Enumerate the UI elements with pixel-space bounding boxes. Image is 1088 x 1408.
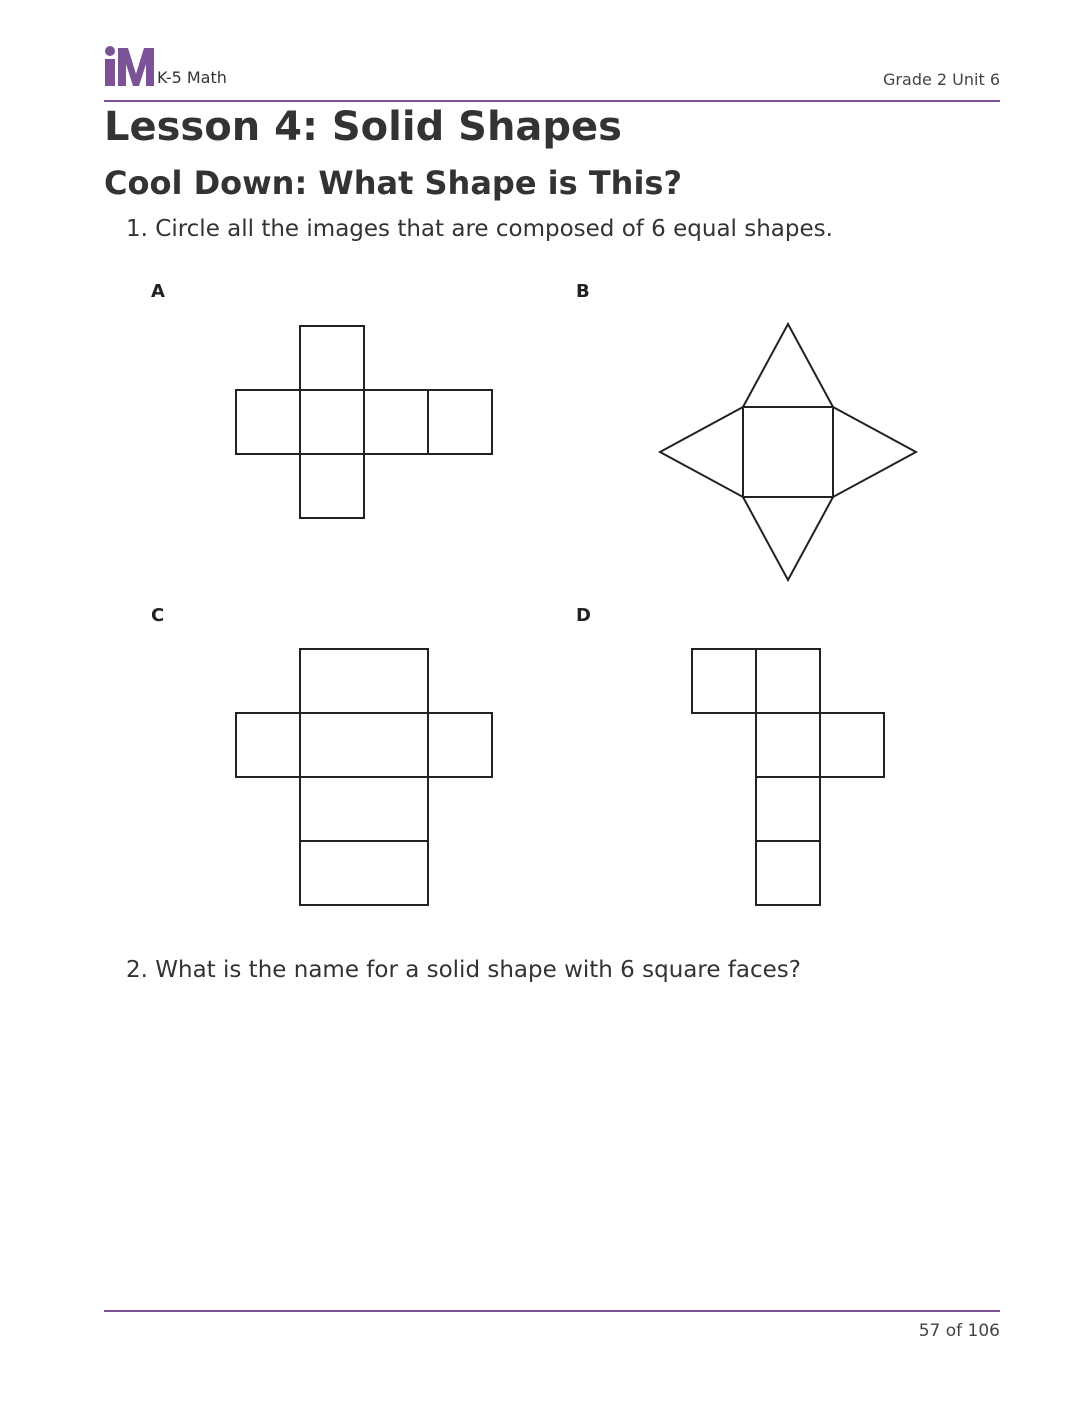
option-a-label: A: [151, 281, 165, 302]
figure-b-pyramid-net[interactable]: [660, 324, 916, 580]
lesson-title: Lesson 4: Solid Shapes: [104, 104, 622, 150]
option-b-label: B: [576, 281, 590, 302]
figure-c-prism-net[interactable]: [236, 649, 492, 905]
option-c-label: C: [151, 605, 165, 626]
figure-a-cube-net[interactable]: [236, 326, 492, 518]
page-number: 57 of 106: [918, 1321, 1000, 1341]
section-title: Cool Down: What Shape is This?: [104, 164, 683, 202]
question-2: 2. What is the name for a solid shape with 6 square faces?: [126, 957, 801, 983]
figure-d-cube-net[interactable]: [692, 649, 884, 905]
product-name: K-5 Math: [157, 68, 227, 87]
question-1: 1. Circle all the images that are composed of 6 equal shapes.: [126, 216, 833, 242]
option-d-label: D: [576, 605, 591, 626]
course-label: Grade 2 Unit 6: [883, 70, 1000, 89]
footer-divider: [104, 1310, 1000, 1312]
